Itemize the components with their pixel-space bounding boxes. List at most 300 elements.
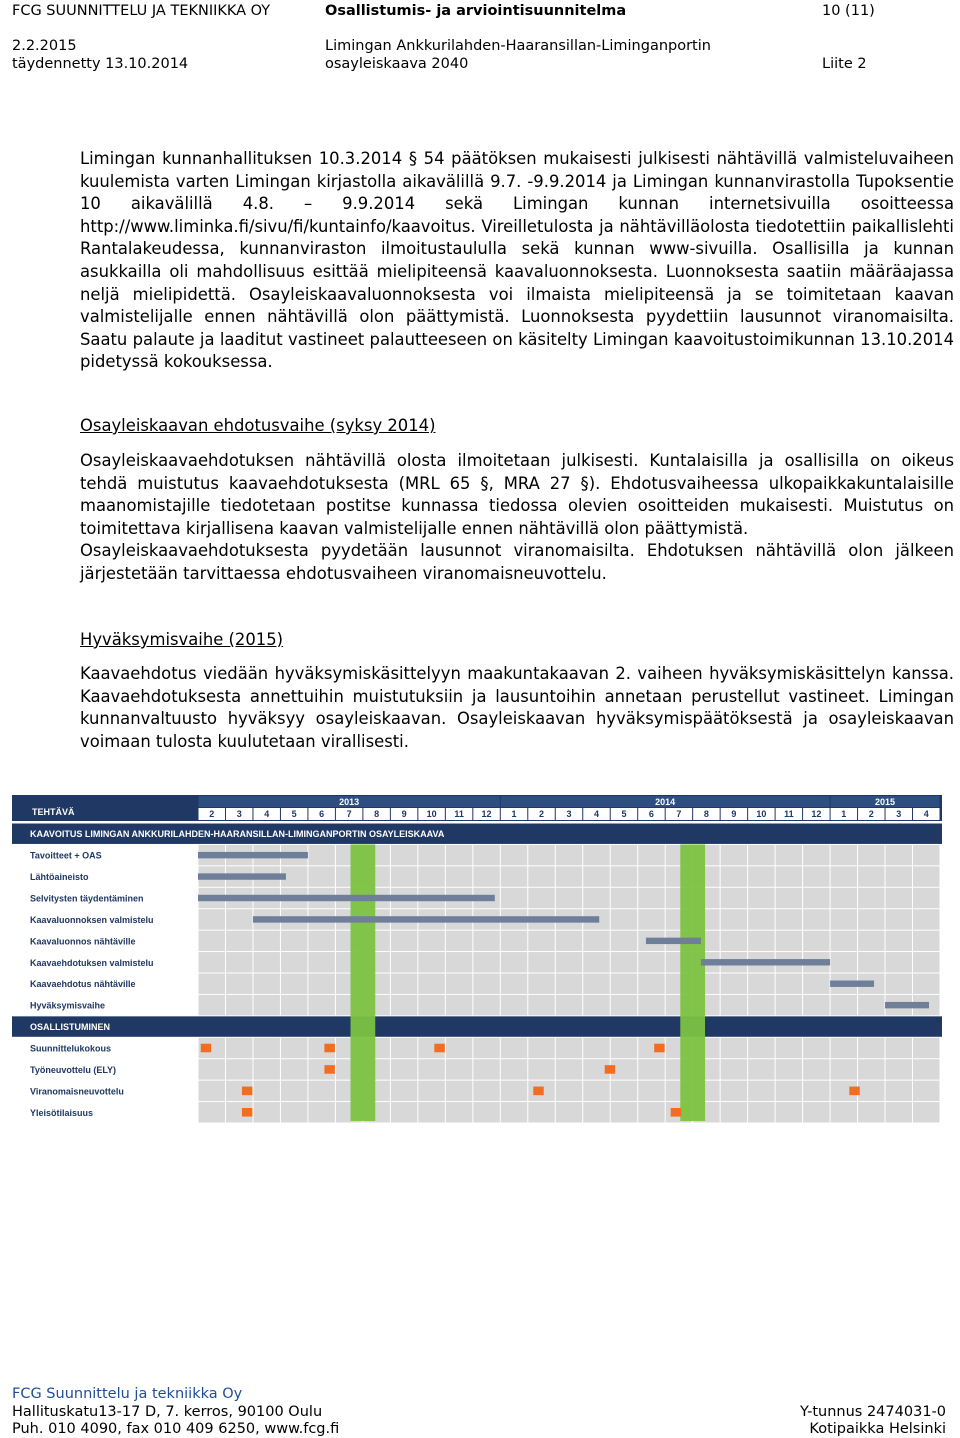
gantt-grid-cell — [446, 866, 472, 886]
gantt-task-header: TEHTÄVÄ — [32, 807, 75, 817]
gantt-grid-cell — [638, 952, 664, 972]
gantt-year-label: 2014 — [655, 797, 676, 807]
gantt-grid-cell — [501, 866, 527, 886]
gantt-grid-cell — [831, 952, 857, 972]
gantt-grid-cell — [721, 1102, 747, 1122]
gantt-grid-cell — [583, 1081, 609, 1101]
gantt-grid-cell — [226, 1059, 252, 1079]
gantt-grid-cell — [473, 931, 499, 951]
gantt-grid-cell — [858, 931, 884, 951]
gantt-task-label: Työneuvottelu (ELY) — [30, 1064, 117, 1075]
gantt-grid-cell — [556, 888, 582, 908]
gantt-grid-cell — [583, 1102, 609, 1122]
gantt-grid-cell — [721, 931, 747, 951]
gantt-grid-cell — [528, 1102, 554, 1122]
gantt-grid-cell — [583, 866, 609, 886]
gantt-grid-cell — [391, 974, 417, 994]
gantt-grid-cell — [638, 1081, 664, 1101]
gantt-month-label: 12 — [481, 809, 492, 819]
gantt-task-bar — [198, 852, 308, 858]
gantt-month-label: 11 — [454, 809, 464, 819]
gantt-grid-cell — [831, 1038, 857, 1058]
gantt-grid-cell — [418, 1059, 444, 1079]
gantt-grid-cell — [831, 1059, 857, 1079]
gantt-grid-cell — [501, 1102, 527, 1122]
gantt-grid-cell — [611, 845, 637, 865]
gantt-grid-cell — [803, 995, 829, 1015]
gantt-grid-cell — [803, 888, 829, 908]
gantt-grid-cell — [611, 995, 637, 1015]
gantt-task-label: Kaavaluonnoksen valmistelu — [30, 914, 154, 925]
gantt-event-marker — [201, 1044, 211, 1053]
gantt-task-label: Tavoitteet + OAS — [30, 850, 102, 861]
gantt-task-label: Yleisötilaisuus — [30, 1107, 94, 1118]
gantt-grid-cell — [638, 974, 664, 994]
gantt-grid-cell — [418, 952, 444, 972]
gantt-task-bar — [830, 981, 874, 987]
gantt-grid-cell — [858, 1038, 884, 1058]
gantt-grid-cell — [199, 931, 225, 951]
gantt-grid-cell — [583, 888, 609, 908]
gantt-grid-cell — [886, 845, 912, 865]
gantt-grid-cell — [748, 866, 774, 886]
gantt-grid-cell — [446, 1038, 472, 1058]
gantt-grid-cell — [638, 888, 664, 908]
gantt-grid-cell — [199, 952, 225, 972]
gantt-grid-cell — [776, 866, 802, 886]
gantt-grid-cell — [473, 1102, 499, 1122]
gantt-event-marker — [242, 1087, 252, 1096]
gantt-month-label: 6 — [319, 809, 325, 819]
gantt-event-marker — [671, 1108, 681, 1117]
gantt-section-label: OSALLISTUMINEN — [30, 1022, 110, 1033]
gantt-month-label: 4 — [923, 809, 929, 819]
gantt-grid-cell — [281, 952, 307, 972]
gantt-grid-cell — [886, 866, 912, 886]
gantt-grid-cell — [721, 1081, 747, 1101]
gantt-grid-cell — [501, 931, 527, 951]
gantt-grid-cell — [391, 1081, 417, 1101]
gantt-grid-cell — [913, 974, 939, 994]
gantt-grid-cell — [721, 845, 747, 865]
gantt-grid-cell — [721, 909, 747, 929]
gantt-task-bar — [198, 873, 286, 879]
gantt-grid-cell — [528, 888, 554, 908]
gantt-grid-cell — [886, 888, 912, 908]
gantt-grid-cell — [748, 909, 774, 929]
gantt-grid-cell — [501, 974, 527, 994]
gantt-grid-cell — [226, 995, 252, 1015]
gantt-grid-cell — [446, 974, 472, 994]
gantt-grid-cell — [308, 866, 334, 886]
gantt-grid-cell — [473, 1081, 499, 1101]
gantt-month-label: 9 — [401, 809, 407, 819]
gantt-month-label: 3 — [566, 809, 572, 819]
gantt-event-marker — [324, 1044, 334, 1053]
gantt-section-label: KAAVOITUS LIMINGAN ANKKURILAHDEN-HAARANSILLAN-LIMINGANPORTIN OSAYLEISKAAVA — [30, 829, 445, 840]
gantt-svg — [12, 795, 942, 1125]
gantt-grid-cell — [748, 888, 774, 908]
gantt-grid-cell — [776, 1059, 802, 1079]
gantt-grid-cell — [803, 1081, 829, 1101]
gantt-task-bar — [701, 959, 830, 965]
gantt-grid-cell — [391, 1102, 417, 1122]
gantt-grid-cell — [748, 1038, 774, 1058]
paragraph-ehdotusvaihe — [80, 450, 954, 586]
gantt-grid-cell — [199, 974, 225, 994]
gantt-month-label: 10 — [426, 809, 437, 819]
gantt-grid-cell — [913, 952, 939, 972]
gantt-grid-cell — [831, 909, 857, 929]
gantt-grid-cell — [281, 974, 307, 994]
gantt-grid-cell — [638, 866, 664, 886]
gantt-month-label: 8 — [703, 809, 709, 819]
gantt-grid-cell — [446, 952, 472, 972]
gantt-grid-cell — [611, 952, 637, 972]
gantt-grid-cell — [308, 952, 334, 972]
gantt-grid-cell — [556, 952, 582, 972]
gantt-highlight-column — [351, 844, 376, 1121]
gantt-grid-cell — [418, 1081, 444, 1101]
gantt-grid-cell — [721, 866, 747, 886]
gantt-grid-cell — [226, 909, 252, 929]
gantt-grid-cell — [611, 866, 637, 886]
gantt-grid-cell — [391, 1038, 417, 1058]
gantt-task-label: Viranomaisneuvottelu — [30, 1086, 124, 1097]
gantt-grid-cell — [638, 995, 664, 1015]
gantt-grid-cell — [721, 1038, 747, 1058]
paragraph-valmisteluvaihe — [80, 148, 954, 374]
gantt-grid-cell — [501, 1081, 527, 1101]
gantt-grid-cell — [858, 995, 884, 1015]
gantt-grid-cell — [913, 1102, 939, 1122]
gantt-grid-cell — [721, 995, 747, 1015]
gantt-task-label: Kaavaluonnos nähtäville — [30, 936, 136, 947]
gantt-grid-cell — [391, 866, 417, 886]
gantt-grid-cell — [748, 974, 774, 994]
gantt-grid-cell — [501, 952, 527, 972]
gantt-grid-cell — [913, 909, 939, 929]
paragraph-hyvaksymisvaihe — [80, 663, 954, 753]
paragraph-2b: Osayleiskaavaehdotuksesta pyydetään lausunnot viranomaisilta. Ehdotuksen nähtävillä olon jälkeen järjestetään tarvittaessa ehdotusvaiheen viranomaisneuvottelu. — [80, 541, 954, 583]
header-appendix: Liite 2 — [822, 56, 867, 72]
gantt-grid-cell — [913, 845, 939, 865]
gantt-task-bar — [885, 1002, 929, 1008]
gantt-grid-cell — [308, 845, 334, 865]
gantt-grid-cell — [913, 931, 939, 951]
gantt-month-label: 9 — [731, 809, 737, 819]
gantt-grid-cell — [556, 845, 582, 865]
gantt-grid-cell — [556, 1038, 582, 1058]
gantt-grid-cell — [776, 845, 802, 865]
gantt-grid-cell — [611, 974, 637, 994]
gantt-grid-cell — [446, 1059, 472, 1079]
gantt-grid-cell — [831, 888, 857, 908]
gantt-grid-cell — [721, 1059, 747, 1079]
gantt-grid-cell — [253, 1059, 279, 1079]
gantt-grid-cell — [253, 1081, 279, 1101]
gantt-grid-cell — [281, 931, 307, 951]
paragraph-2a: Osayleiskaavaehdotuksen nähtävillä olosta ilmoitetaan julkisesti. Kuntalaisilla ja osallisilla on oikeus tehdä muistutus kaavaehdotuksesta (MRL 65 §, MRA 27 §). Ehdotusvaiheessa ulkopaikkakuntalaisille maanomistajille tiedotetaan postitse kunnassa tiedossa olevien osoitteiden mukaisesti. Muistutus on toimitettava kirjallisena kaavan valmistelijalle ennen nähtävillä olon päättymistä. — [80, 451, 954, 538]
gantt-month-label: 2 — [209, 809, 215, 819]
gantt-grid-cell — [886, 952, 912, 972]
gantt-grid-cell — [831, 1102, 857, 1122]
gantt-grid-cell — [281, 1081, 307, 1101]
gantt-grid-cell — [913, 888, 939, 908]
gantt-month-label: 3 — [896, 809, 902, 819]
gantt-grid-cell — [913, 866, 939, 886]
gantt-event-marker — [849, 1087, 859, 1096]
gantt-grid-cell — [831, 845, 857, 865]
gantt-month-label: 6 — [648, 809, 654, 819]
gantt-grid-cell — [528, 866, 554, 886]
gantt-grid-cell — [528, 931, 554, 951]
gantt-event-marker — [434, 1044, 444, 1053]
gantt-grid-cell — [501, 888, 527, 908]
gantt-month-label: 2 — [539, 809, 545, 819]
gantt-grid-cell — [556, 974, 582, 994]
gantt-grid-cell — [391, 845, 417, 865]
gantt-grid-cell — [913, 1059, 939, 1079]
gantt-grid-cell — [308, 1102, 334, 1122]
gantt-task-label: Kaavaehdotus nähtäville — [30, 979, 136, 990]
footer-phone: Puh. 010 4090, fax 010 409 6250, www.fcg.fi — [12, 1421, 340, 1437]
header-date: 2.2.2015 — [12, 38, 77, 54]
gantt-grid-cell — [803, 866, 829, 886]
gantt-grid-cell — [611, 931, 637, 951]
gantt-month-label: 2 — [868, 809, 874, 819]
gantt-event-marker — [324, 1065, 334, 1074]
footer-address: Hallituskatu13-17 D, 7. kerros, 90100 Oulu — [12, 1404, 323, 1420]
gantt-grid-cell — [281, 1102, 307, 1122]
schedule-gantt-chart — [12, 795, 942, 1125]
gantt-grid-cell — [611, 888, 637, 908]
gantt-grid-cell — [803, 1102, 829, 1122]
gantt-grid-cell — [776, 1038, 802, 1058]
gantt-month-label: 11 — [784, 809, 794, 819]
gantt-event-marker — [654, 1044, 664, 1053]
heading-ehdotusvaihe: Osayleiskaavan ehdotusvaihe (syksy 2014) — [80, 416, 436, 435]
gantt-grid-cell — [803, 845, 829, 865]
gantt-month-label: 1 — [841, 809, 847, 819]
gantt-grid-cell — [748, 1102, 774, 1122]
header-plan-line1: Limingan Ankkurilahden-Haaransillan-Liminganportin — [325, 38, 711, 54]
gantt-grid-cell — [638, 909, 664, 929]
gantt-task-bar — [253, 916, 599, 922]
gantt-grid-cell — [446, 1081, 472, 1101]
gantt-grid-cell — [583, 995, 609, 1015]
gantt-highlight-column — [680, 844, 705, 1121]
gantt-grid-cell — [858, 845, 884, 865]
gantt-grid-cell — [748, 845, 774, 865]
gantt-grid-cell — [886, 974, 912, 994]
gantt-month-label: 7 — [676, 809, 682, 819]
gantt-grid-cell — [556, 931, 582, 951]
gantt-grid-cell — [418, 866, 444, 886]
gantt-grid-cell — [858, 888, 884, 908]
gantt-grid-cell — [253, 952, 279, 972]
gantt-grid-cell — [638, 845, 664, 865]
gantt-grid-cell — [199, 1059, 225, 1079]
gantt-grid-cell — [528, 995, 554, 1015]
footer-domicile: Kotipaikka Helsinki — [809, 1421, 946, 1437]
gantt-grid-cell — [473, 845, 499, 865]
gantt-event-marker — [242, 1108, 252, 1117]
gantt-grid-cell — [528, 1059, 554, 1079]
gantt-grid-cell — [501, 995, 527, 1015]
gantt-grid-cell — [776, 888, 802, 908]
gantt-grid-cell — [748, 1059, 774, 1079]
gantt-grid-cell — [831, 995, 857, 1015]
gantt-year-label: 2013 — [339, 797, 360, 807]
gantt-event-marker — [533, 1087, 543, 1096]
gantt-task-bar — [646, 938, 701, 944]
gantt-grid-cell — [418, 845, 444, 865]
gantt-grid-cell — [886, 909, 912, 929]
gantt-grid-cell — [418, 995, 444, 1015]
gantt-grid-cell — [831, 866, 857, 886]
gantt-grid-cell — [776, 909, 802, 929]
gantt-grid-cell — [803, 974, 829, 994]
gantt-grid-cell — [638, 1059, 664, 1079]
gantt-grid-cell — [858, 952, 884, 972]
gantt-grid-cell — [611, 1038, 637, 1058]
gantt-grid-cell — [583, 845, 609, 865]
gantt-grid-cell — [253, 995, 279, 1015]
gantt-month-label: 4 — [264, 809, 270, 819]
gantt-grid-cell — [226, 1038, 252, 1058]
gantt-grid-cell — [803, 909, 829, 929]
gantt-grid-cell — [308, 974, 334, 994]
gantt-grid-cell — [913, 1081, 939, 1101]
gantt-grid-cell — [446, 995, 472, 1015]
gantt-grid-cell — [501, 1038, 527, 1058]
gantt-grid-cell — [226, 952, 252, 972]
gantt-grid-cell — [528, 974, 554, 994]
gantt-grid-cell — [748, 995, 774, 1015]
gantt-grid-cell — [281, 995, 307, 1015]
gantt-grid-cell — [418, 931, 444, 951]
footer-business-id: Y-tunnus 2474031-0 — [799, 1404, 946, 1420]
gantt-event-marker — [605, 1065, 615, 1074]
gantt-grid-cell — [556, 995, 582, 1015]
gantt-grid-cell — [418, 1102, 444, 1122]
gantt-grid-cell — [583, 952, 609, 972]
gantt-month-label: 8 — [374, 809, 380, 819]
gantt-grid-cell — [858, 1059, 884, 1079]
gantt-grid-cell — [253, 1102, 279, 1122]
gantt-grid-cell — [501, 845, 527, 865]
gantt-grid-cell — [391, 1059, 417, 1079]
gantt-grid-cell — [556, 1102, 582, 1122]
gantt-grid-cell — [418, 974, 444, 994]
gantt-grid-cell — [831, 931, 857, 951]
gantt-grid-cell — [748, 931, 774, 951]
gantt-month-label: 5 — [291, 809, 297, 819]
gantt-grid-cell — [776, 995, 802, 1015]
gantt-grid-cell — [721, 888, 747, 908]
gantt-month-label: 1 — [511, 809, 517, 819]
gantt-grid-cell — [803, 931, 829, 951]
gantt-grid-cell — [199, 1081, 225, 1101]
gantt-grid-cell — [391, 952, 417, 972]
gantt-grid-cell — [803, 1038, 829, 1058]
gantt-grid-cell — [556, 866, 582, 886]
gantt-grid-cell — [776, 974, 802, 994]
gantt-grid-cell — [583, 931, 609, 951]
paragraph-3: Kaavaehdotus viedään hyväksymiskäsittelyyn maakuntakaavan 2. vaiheen hyväksymiskäsittelyn kanssa. Kaavaehdotuksesta annettuihin muistutuksiin ja lausuntoihin annetaan perustellut vastineet. Limingan kunnanvaltuusto hyväksyy osayleiskaavan. Osayleiskaavan hyväksymispäätöksestä ja osayleiskaavan voimaan tulosta kuulutetaan virallisesti. — [80, 664, 954, 751]
gantt-grid-cell — [913, 1038, 939, 1058]
gantt-section-row — [12, 1016, 942, 1036]
gantt-grid-cell — [446, 845, 472, 865]
gantt-grid-cell — [556, 1059, 582, 1079]
gantt-task-label: Suunnittelukokous — [30, 1043, 111, 1054]
gantt-grid-cell — [473, 866, 499, 886]
gantt-grid-cell — [858, 1102, 884, 1122]
gantt-task-label: Selvitysten täydentäminen — [30, 893, 144, 904]
gantt-grid-cell — [308, 995, 334, 1015]
gantt-grid-cell — [886, 1102, 912, 1122]
gantt-grid-cell — [886, 1038, 912, 1058]
gantt-grid-cell — [776, 931, 802, 951]
header-updated: täydennetty 13.10.2014 — [12, 56, 189, 72]
paragraph-1: Limingan kunnanhallituksen 10.3.2014 § 54 päätöksen mukaisesti julkisesti nähtävillä valmisteluvaiheen kuulemista varten Limingan kirjastolla aikavälillä 9.7. -9.9.2014 ja Limingan kunnanvirastolla Tupoksentie 10 aikavälillä 4.8. – 9.9.2014 sekä Limingan kunnan internetsivuilla osoitteessa http://www.liminka.fi/sivu/fi/kuntainfo/kaavoitus. Vireilletulosta ja nähtävilläolosta tiedotettiin paikallislehti Rantalakeudessa, kunnanviraston ilmoitustaululla sekä kunnan www-sivuilla. Osallisilla ja kunnan asukkailla oli mahdollisuus esittää mielipiteensä kaavaluonnoksesta. Luonnoksesta saatiin määräajassa neljä mielipidettä. Osayleiskaavaluonnoksesta voi ilmaista mielipiteensä ja se toimitetaan kaavan valmistelijalle ennen nähtävillä olon päättymistä. Luonnoksesta pyydettiin lausunnot viranomaisilta. Saatu palaute ja laaditut vastineet palautteeseen on käsitelty Limingan kaavoitustoimikunnan 13.10.2014 pidetyssä kokouksessa. — [80, 149, 954, 372]
gantt-grid-cell — [886, 1081, 912, 1101]
gantt-grid-cell — [611, 909, 637, 929]
gantt-task-label: Hyväksymisvaihe — [30, 1000, 106, 1011]
gantt-grid-cell — [281, 1038, 307, 1058]
gantt-grid-cell — [858, 866, 884, 886]
gantt-grid-cell — [308, 1081, 334, 1101]
gantt-grid-cell — [446, 931, 472, 951]
gantt-grid-cell — [611, 1102, 637, 1122]
gantt-grid-cell — [473, 952, 499, 972]
gantt-grid-cell — [528, 845, 554, 865]
gantt-month-label: 5 — [621, 809, 627, 819]
gantt-grid-cell — [776, 1102, 802, 1122]
gantt-grid-cell — [721, 974, 747, 994]
gantt-grid-cell — [281, 1059, 307, 1079]
gantt-grid-cell — [803, 1059, 829, 1079]
gantt-grid-cell — [611, 1081, 637, 1101]
gantt-month-label: 7 — [346, 809, 352, 819]
gantt-grid-cell — [638, 1102, 664, 1122]
header-doc-title: Osallistumis- ja arviointisuunnitelma — [325, 3, 627, 19]
gantt-grid-cell — [473, 1059, 499, 1079]
gantt-grid-cell — [748, 1081, 774, 1101]
gantt-grid-cell — [501, 1059, 527, 1079]
gantt-grid-cell — [473, 995, 499, 1015]
gantt-grid-cell — [199, 909, 225, 929]
gantt-task-bar — [198, 895, 495, 901]
gantt-grid-cell — [473, 1038, 499, 1058]
gantt-grid-cell — [886, 1059, 912, 1079]
gantt-grid-cell — [308, 931, 334, 951]
gantt-grid-cell — [556, 1081, 582, 1101]
gantt-grid-cell — [583, 974, 609, 994]
gantt-grid-cell — [473, 974, 499, 994]
gantt-grid-cell — [886, 931, 912, 951]
gantt-grid-cell — [226, 974, 252, 994]
gantt-grid-cell — [199, 995, 225, 1015]
gantt-grid-cell — [528, 1038, 554, 1058]
gantt-month-label: 4 — [593, 809, 599, 819]
header-company: FCG SUUNNITTELU JA TEKNIIKKA OY — [12, 3, 271, 19]
gantt-grid-cell — [199, 1102, 225, 1122]
gantt-grid-cell — [391, 995, 417, 1015]
gantt-grid-cell — [253, 1038, 279, 1058]
gantt-grid-cell — [253, 974, 279, 994]
